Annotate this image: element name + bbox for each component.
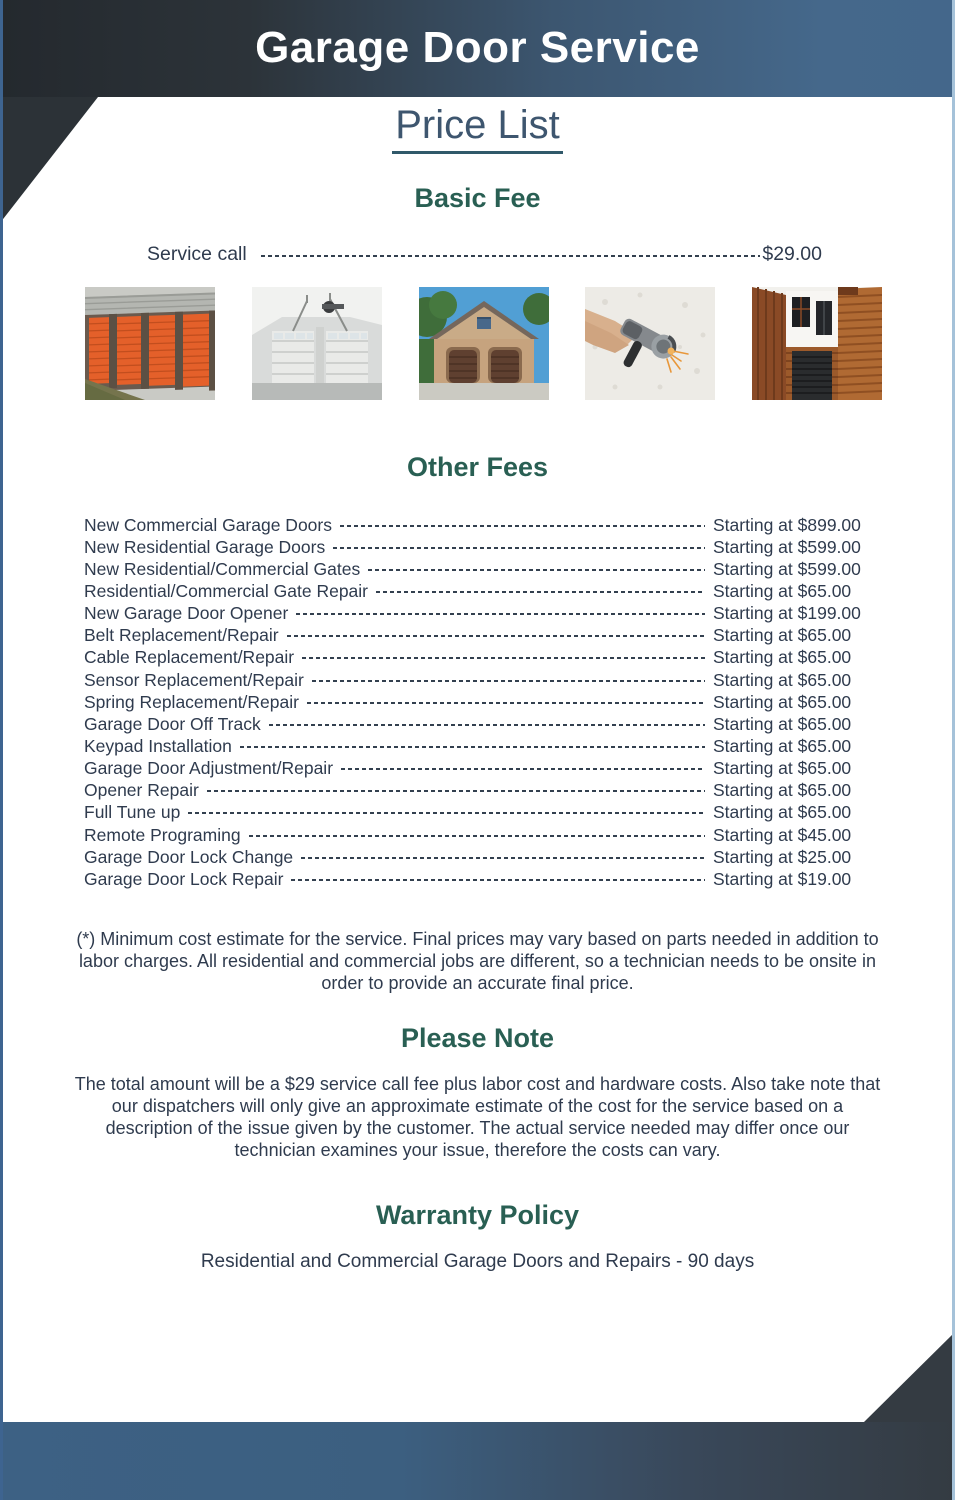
fee-row — [84, 536, 881, 558]
fee-price: Starting at $19.00 — [713, 868, 852, 889]
fee-row — [84, 580, 881, 602]
fee-price: Starting at $65.00 — [713, 713, 852, 734]
fee-row — [84, 647, 881, 669]
bottom-band — [0, 1422, 955, 1500]
page-title: Garage Door Service — [255, 22, 700, 72]
subtitle-wrap — [0, 103, 955, 154]
fee-price: Starting at $65.00 — [713, 580, 852, 601]
fee-label: Cable Replacement/Repair — [84, 647, 295, 668]
fee-row — [84, 514, 881, 536]
fee-row — [84, 758, 881, 780]
fee-row — [84, 802, 881, 824]
dotted-leader — [376, 591, 705, 593]
other-fees-list — [84, 514, 881, 890]
garage-interior-opener-photo — [252, 287, 382, 400]
wood-clad-house-roller-door-photo — [752, 287, 882, 400]
warranty-policy-heading: Warranty Policy — [375, 1200, 580, 1230]
fee-label: Sensor Replacement/Repair — [84, 669, 304, 690]
dotted-leader — [301, 857, 705, 859]
dotted-leader — [287, 635, 705, 637]
fee-label: New Garage Door Opener — [84, 603, 289, 624]
service-call-price: $29.00 — [762, 243, 822, 265]
header-band — [0, 0, 955, 97]
fee-row — [84, 625, 881, 647]
dotted-leader — [312, 680, 705, 682]
fee-price: Starting at $599.00 — [713, 536, 861, 557]
fee-price: Starting at $65.00 — [713, 625, 852, 646]
fee-label: Opener Repair — [84, 780, 199, 801]
price-list-subtitle: Price List — [392, 103, 563, 154]
fee-price: Starting at $65.00 — [713, 647, 852, 668]
fee-row — [84, 691, 881, 713]
fee-row — [84, 669, 881, 691]
dotted-leader — [269, 724, 705, 726]
dotted-leader — [291, 879, 705, 881]
dotted-leader — [341, 768, 705, 770]
dotted-leader — [307, 702, 705, 704]
fee-price: Starting at $65.00 — [713, 758, 852, 779]
fee-price: Starting at $199.00 — [713, 603, 861, 624]
house-two-garage-doors-photo — [419, 287, 549, 400]
dotted-leader — [261, 255, 761, 257]
fee-label: Full Tune up — [84, 802, 181, 823]
warranty-policy-body: Residential and Commercial Garage Doors and Repairs - 90 days — [200, 1251, 755, 1272]
dotted-leader — [188, 812, 705, 814]
fee-row — [84, 558, 881, 580]
fee-row — [84, 735, 881, 757]
dotted-leader — [249, 835, 705, 837]
dotted-leader — [340, 525, 705, 527]
fee-label: Keypad Installation — [84, 735, 232, 756]
service-call-row — [147, 243, 822, 266]
fee-label: Garage Door Lock Change — [84, 846, 294, 867]
fee-label: Remote Programing — [84, 824, 241, 845]
fee-row — [84, 824, 881, 846]
dotted-leader — [368, 569, 705, 571]
fee-label: Garage Door Adjustment/Repair — [84, 758, 334, 779]
dotted-leader — [302, 657, 705, 659]
fee-price: Starting at $65.00 — [713, 669, 852, 690]
photo-strip — [85, 287, 882, 400]
fee-price: Starting at $65.00 — [713, 691, 852, 712]
fee-label: New Commercial Garage Doors — [84, 514, 332, 535]
fee-price: Starting at $65.00 — [713, 780, 852, 801]
fee-price: Starting at $25.00 — [713, 846, 852, 867]
dotted-leader — [333, 547, 705, 549]
orange-storage-doors-photo — [85, 287, 215, 400]
fee-label: Belt Replacement/Repair — [84, 625, 279, 646]
fee-label: New Residential Garage Doors — [84, 536, 326, 557]
please-note-heading: Please Note — [400, 1023, 555, 1053]
fee-row — [84, 868, 881, 890]
fee-row — [84, 846, 881, 868]
fee-price: Starting at $45.00 — [713, 824, 852, 845]
please-note-body: The total amount will be a $29 service call fee plus labor cost and hardware costs. Also take note that our dispatchers will only give an approximate estimate of the cost for the service based on a description of the issue given by the customer. The actual service needed may differ once our technician examines your issue, therefore the costs can vary. — [74, 1074, 881, 1160]
dotted-leader — [296, 613, 705, 615]
page-left-edge-line — [0, 0, 3, 1500]
fee-label: Spring Replacement/Repair — [84, 691, 299, 712]
fee-label: Garage Door Off Track — [84, 713, 261, 734]
bottom-right-corner-shape — [863, 1332, 955, 1423]
angle-grinder-work-photo — [585, 287, 715, 400]
basic-fee-heading: Basic Fee — [414, 183, 541, 213]
fee-price: Starting at $65.00 — [713, 735, 852, 756]
dotted-leader — [240, 746, 705, 748]
fee-label: New Residential/Commercial Gates — [84, 558, 361, 579]
fee-row — [84, 713, 881, 735]
fee-price: Starting at $65.00 — [713, 802, 852, 823]
fee-row — [84, 780, 881, 802]
fee-label: Residential/Commercial Gate Repair — [84, 580, 368, 601]
fee-price: Starting at $899.00 — [713, 514, 861, 535]
fee-row — [84, 603, 881, 625]
fee-label: Garage Door Lock Repair — [84, 868, 284, 889]
other-fees-heading: Other Fees — [406, 452, 549, 482]
fee-price: Starting at $599.00 — [713, 558, 861, 579]
dotted-leader — [207, 790, 705, 792]
service-call-label: Service call — [147, 243, 247, 265]
footnote-text: (*) Minimum cost estimate for the service. Final prices may vary based on parts needed in addition to labor charges. All residential and commercial jobs are different, so a technician needs to be onsite in order to provide an accurate final price. — [76, 929, 879, 993]
